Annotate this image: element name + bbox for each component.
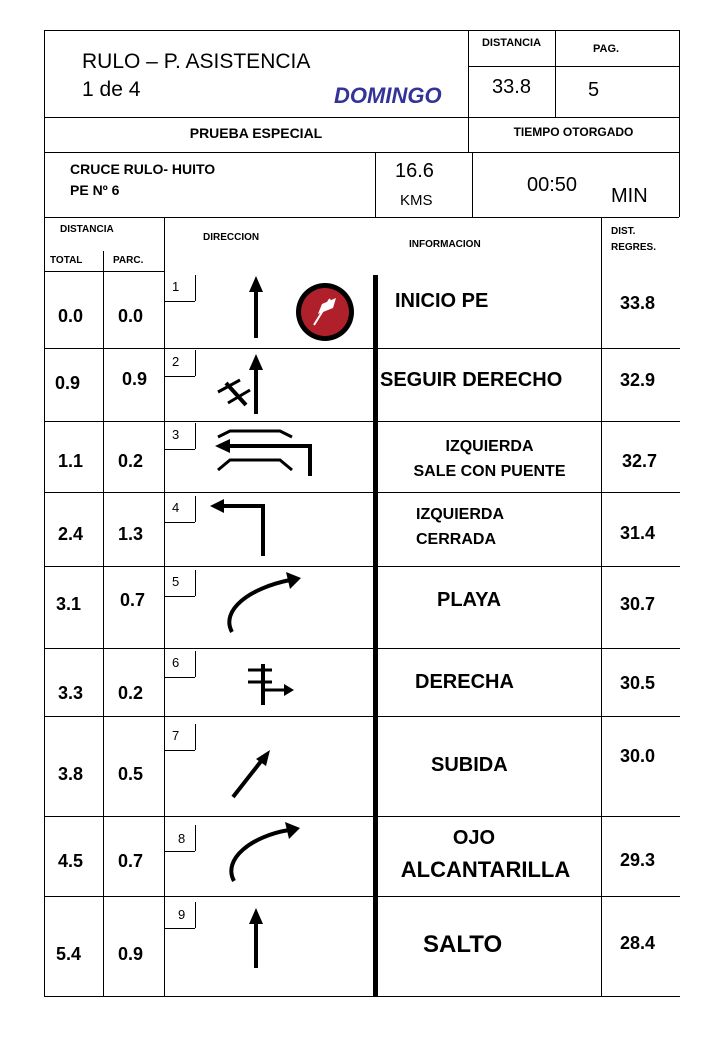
left-turn-bridge-icon <box>215 431 310 476</box>
page-number: 5 <box>588 79 600 101</box>
time-granted-label: TIEMPO OTORGADO <box>513 125 634 139</box>
row-4-info: IZQUIERDA <box>416 506 504 523</box>
row-6-remaining: 30.5 <box>620 673 656 693</box>
row-2-info: SEGUIR DERECHO <box>380 369 563 391</box>
row-3-partial: 0.2 <box>118 451 144 471</box>
row-8-info-line2: ALCANTARILLA <box>400 857 571 882</box>
straight-arrow-crossing-icon <box>218 354 263 414</box>
straight-arrow-icon <box>249 908 263 968</box>
row-7-number: 7 <box>172 728 180 743</box>
row-8-info: OJO <box>452 827 496 849</box>
row-2-partial: 0.9 <box>122 369 148 389</box>
row-4-remaining: 31.4 <box>620 523 656 543</box>
row-3-number: 3 <box>172 427 180 442</box>
row-1-remaining: 33.8 <box>620 293 656 313</box>
row-4-number: 4 <box>172 500 180 515</box>
day-label: DOMINGO <box>334 83 442 108</box>
row-6-partial: 0.2 <box>118 683 144 703</box>
row-9-total: 5.4 <box>56 944 82 964</box>
row-5-total: 3.1 <box>56 594 82 614</box>
col-parc: PARC. <box>113 255 144 266</box>
col-direccion: DIRECCION <box>203 232 260 243</box>
row-7-info: SUBIDA <box>431 754 508 776</box>
page-label: PAG. <box>593 43 620 55</box>
row-7-total: 3.8 <box>58 764 84 784</box>
route-title: RULO – P. ASISTENCIA <box>82 50 311 73</box>
row-4-info-line2: CERRADA <box>416 531 496 548</box>
row-1-info: INICIO PE <box>395 290 489 312</box>
row-1-number: 1 <box>172 279 180 294</box>
row-3-info-line2: SALE CON PUENTE <box>413 463 566 480</box>
diagonal-arrow-icon <box>233 750 270 797</box>
row-5-partial: 0.7 <box>120 590 146 610</box>
straight-arrow-icon <box>249 276 263 338</box>
row-8-total: 4.5 <box>58 851 84 871</box>
row-2-total: 0.9 <box>55 373 81 393</box>
row-9-number: 9 <box>178 907 186 922</box>
route-part: 1 de 4 <box>82 78 141 101</box>
col-informacion: INFORMACION <box>409 239 481 250</box>
row-5-remaining: 30.7 <box>620 594 656 614</box>
col-dist-regres-2: REGRES. <box>611 242 657 253</box>
col-total: TOTAL <box>50 255 83 266</box>
row-2-remaining: 32.9 <box>620 370 656 390</box>
stage-km-unit: KMS <box>400 192 433 209</box>
curved-right-arrow-icon <box>231 822 300 881</box>
row-3-remaining: 32.7 <box>622 451 658 471</box>
stage-km-value: 16.6 <box>395 160 434 182</box>
row-4-total: 2.4 <box>58 524 84 544</box>
row-6-total: 3.3 <box>58 683 84 703</box>
time-granted-unit: MIN <box>611 185 648 207</box>
stage-name: CRUCE RULO- HUITO <box>70 161 216 177</box>
row-7-partial: 0.5 <box>118 764 144 784</box>
curved-right-arrow-icon <box>229 572 301 632</box>
row-8-remaining: 29.3 <box>620 850 656 870</box>
col-dist-regres: DIST. <box>611 226 636 237</box>
stage-number: PE Nº 6 <box>70 182 120 198</box>
start-flag-icon <box>296 283 354 341</box>
row-9-info: SALTO <box>423 931 503 958</box>
row-6-info: DERECHA <box>415 671 514 693</box>
section-label: PRUEBA ESPECIAL <box>189 125 323 141</box>
row-8-number: 8 <box>178 831 186 846</box>
right-turn-icon <box>248 664 294 705</box>
row-5-info: PLAYA <box>437 589 502 611</box>
row-5-number: 5 <box>172 574 180 589</box>
row-7-remaining: 30.0 <box>620 746 656 766</box>
row-3-info: IZQUIERDA <box>445 438 534 455</box>
row-1-total: 0.0 <box>58 306 84 326</box>
row-9-partial: 0.9 <box>118 944 144 964</box>
row-4-partial: 1.3 <box>118 524 144 544</box>
distance-header-label: DISTANCIA <box>481 37 542 49</box>
row-2-number: 2 <box>172 354 180 369</box>
row-1-partial: 0.0 <box>118 306 144 326</box>
distance-header-value: 33.8 <box>492 76 531 98</box>
row-9-remaining: 28.4 <box>620 933 656 953</box>
col-distancia: DISTANCIA <box>60 224 114 235</box>
sharp-left-turn-icon <box>210 499 263 556</box>
row-6-number: 6 <box>172 655 180 670</box>
time-granted-value: 00:50 <box>527 174 578 196</box>
row-3-total: 1.1 <box>58 451 84 471</box>
row-8-partial: 0.7 <box>118 851 144 871</box>
